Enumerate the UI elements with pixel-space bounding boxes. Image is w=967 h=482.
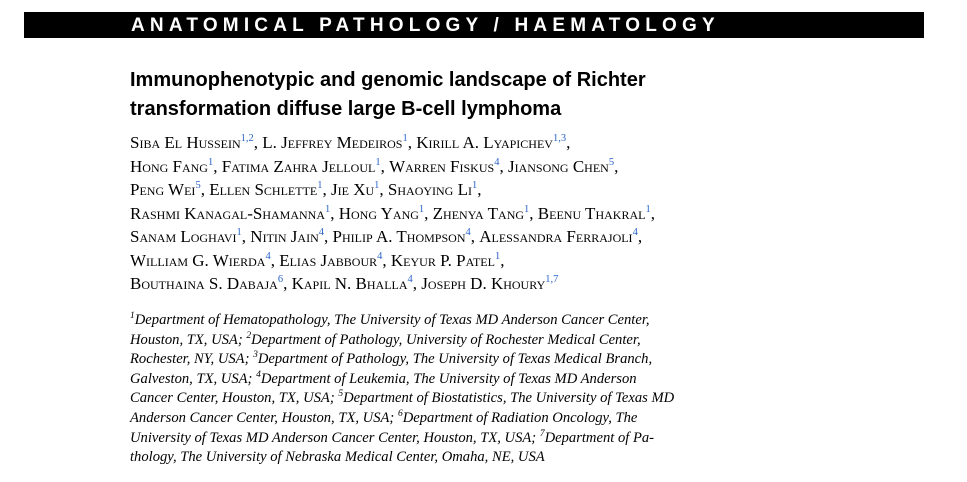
affiliation-reference: 1: [418, 203, 425, 215]
affiliation-reference: 1: [524, 203, 530, 215]
author-name: Shaoying Li: [387, 180, 472, 199]
author-name: Kapil N. Bhalla: [291, 274, 408, 293]
author-name: Hong Fang: [130, 156, 208, 176]
affiliation-line: [130, 350, 674, 370]
author-separator: ,: [322, 180, 332, 199]
affiliation-line: [130, 409, 674, 429]
author-separator: ,: [424, 203, 433, 223]
affiliation-number: 2: [246, 330, 252, 341]
author-name: Sanam Loghavi: [130, 227, 237, 246]
affiliation-reference: 4: [318, 227, 325, 238]
author-name: Fatima Zahra Jelloul: [221, 156, 376, 176]
author-name: L. Jeffrey Medeiros: [262, 133, 403, 152]
affiliation-text: thology, The University of Nebraska Medical Center, Omaha, NE, USA: [130, 449, 545, 466]
affiliation-text: Galveston, TX, USA;: [130, 370, 257, 387]
author-separator: ,: [614, 156, 619, 176]
article-title-line: Immunophenotypic and genomic landscape of Richter: [130, 69, 646, 91]
affiliation-reference: 1: [374, 180, 380, 191]
author-name: Zhenya Tang: [432, 203, 525, 223]
affiliation-line: [130, 389, 674, 409]
author-name: Ellen Schlette: [209, 180, 318, 199]
affiliation-reference: 1,7: [545, 274, 559, 285]
affiliation-reference: 1: [471, 180, 478, 191]
author-separator: ,: [566, 133, 571, 152]
affiliation-reference: 5: [608, 156, 615, 168]
author-line: [130, 225, 655, 249]
author-separator: ,: [283, 274, 292, 293]
article-title: [130, 66, 646, 124]
author-name: Rashmi Kanagal-Shamanna: [130, 203, 325, 223]
author-separator: ,: [380, 156, 390, 176]
author-name: Joseph D. Khoury: [421, 274, 546, 293]
author-line: [130, 249, 655, 273]
affiliation-reference: 1: [207, 156, 214, 168]
affiliation-line: [130, 448, 674, 468]
author-name: Siba El Hussein: [130, 133, 241, 152]
affiliation-text: Department of Biostatistics, The University of Texas MD: [343, 390, 675, 407]
affiliation-line: [130, 311, 674, 331]
affiliation-reference: 4: [265, 250, 271, 262]
author-separator: ,: [407, 133, 417, 152]
affiliation-reference: 4: [407, 274, 413, 285]
author-line: [130, 202, 655, 226]
author-name: Alessandra Ferrajoli: [479, 227, 633, 246]
author-name: Hong Yang: [338, 203, 419, 223]
author-separator: ,: [412, 274, 422, 293]
affiliation-text: Department of Pa-: [544, 429, 655, 446]
author-separator: ,: [500, 250, 505, 270]
author-separator: ,: [529, 203, 538, 223]
author-name: Philip A. Thompson: [332, 227, 466, 246]
affiliation-text: Cancer Center, Houston, TX, USA;: [130, 390, 339, 407]
affiliation-number: 6: [397, 408, 403, 419]
affiliation-list: [130, 311, 674, 468]
affiliation-reference: 4: [494, 156, 500, 168]
affiliation-reference: 1: [317, 180, 323, 191]
author-separator: ,: [324, 227, 333, 246]
affiliation-text: Department of Radiation Oncology, The: [402, 409, 638, 426]
affiliation-reference: 5: [195, 180, 201, 191]
affiliation-reference: 1,3: [552, 133, 567, 144]
author-separator: ,: [253, 133, 263, 152]
affiliation-number: 5: [338, 389, 344, 400]
affiliation-number: 1: [130, 311, 135, 321]
affiliation-reference: 4: [465, 227, 471, 238]
section-banner: [24, 12, 924, 38]
affiliation-reference: 4: [377, 250, 383, 262]
author-separator: ,: [637, 227, 643, 246]
author-name: Jiansong Chen: [507, 156, 609, 176]
author-separator: ,: [382, 250, 391, 270]
author-line: [130, 131, 655, 155]
author-separator: ,: [200, 180, 210, 199]
affiliation-reference: 1,2: [240, 133, 254, 144]
affiliation-line: [130, 429, 674, 449]
affiliation-reference: 1: [645, 203, 651, 215]
author-separator: ,: [213, 156, 222, 176]
affiliation-text: Rochester, NY, USA;: [130, 351, 254, 368]
author-separator: ,: [470, 227, 480, 246]
author-list: [130, 131, 655, 296]
affiliation-text: University of Texas MD Anderson Cancer Center, Houston, TX, USA;: [130, 429, 540, 446]
author-name: Nitin Jain: [250, 227, 319, 246]
author-name: Warren Fiskus: [389, 156, 495, 176]
affiliation-text: Houston, TX, USA;: [130, 331, 247, 348]
affiliation-number: 3: [253, 350, 258, 361]
author-separator: ,: [270, 250, 280, 270]
affiliation-reference: 1: [402, 133, 408, 144]
affiliation-reference: 1: [494, 250, 501, 262]
author-separator: ,: [650, 203, 655, 223]
affiliation-text: Department of Leukemia, The University of Texas MD Anderson: [260, 370, 637, 387]
affiliation-reference: 1: [375, 156, 381, 168]
author-name: Keyur P. Patel: [390, 250, 495, 270]
affiliation-text: Anderson Cancer Center, Houston, TX, USA;: [130, 409, 398, 426]
affiliation-reference: 1: [236, 227, 242, 238]
author-separator: ,: [241, 227, 251, 246]
author-name: Beenu Thakral: [537, 203, 646, 223]
section-banner-label: ANATOMICAL PATHOLOGY / HAEMATOLOGY: [131, 15, 720, 36]
affiliation-text: Department of Hematopathology, The University of Texas MD Anderson Cancer Center,: [134, 312, 650, 328]
author-name: Peng Wei: [130, 180, 196, 199]
affiliation-reference: 1: [324, 203, 331, 215]
author-separator: ,: [330, 203, 339, 223]
author-separator: ,: [477, 180, 482, 199]
affiliation-reference: 4: [632, 227, 638, 238]
affiliation-text: Department of Pathology, The University of Texas Medical Branch,: [257, 351, 653, 368]
article-title-line: transformation diffuse large B-cell lymphoma: [130, 98, 562, 120]
affiliation-number: 4: [256, 369, 261, 380]
author-line: [130, 178, 655, 202]
affiliation-text: Department of Pathology, University of Rochester Medical Center,: [251, 331, 641, 348]
author-name: Bouthaina S. Dabaja: [130, 274, 278, 293]
author-name: Jie Xu: [331, 180, 375, 199]
affiliation-number: 7: [539, 428, 545, 439]
affiliation-line: [130, 370, 674, 390]
affiliation-line: [130, 331, 674, 351]
author-separator: ,: [499, 156, 508, 176]
author-name: Elias Jabbour: [279, 250, 378, 270]
author-name: William G. Wierda: [130, 250, 266, 270]
affiliation-reference: 6: [277, 274, 284, 285]
author-line: [130, 272, 655, 296]
author-name: Kirill A. Lyapichev: [416, 133, 553, 152]
author-separator: ,: [379, 180, 388, 199]
author-line: [130, 155, 655, 179]
